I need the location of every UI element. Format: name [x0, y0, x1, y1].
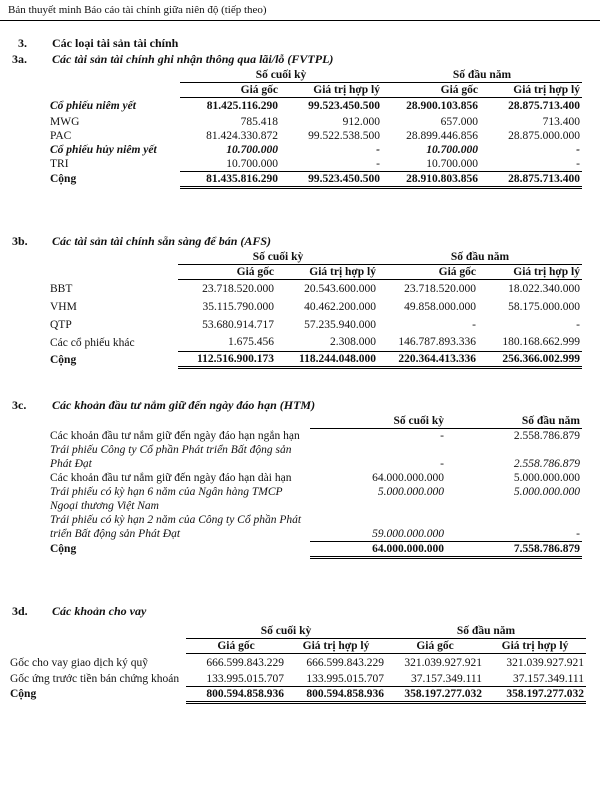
- cell: -: [440, 458, 444, 470]
- cell: 37.157.349.111: [386, 672, 484, 687]
- fvtpl-column-header-row: [48, 83, 582, 98]
- cell: -: [446, 513, 582, 541]
- row-label: MWG: [50, 115, 80, 128]
- total-row: [48, 352, 582, 368]
- col-header: Giá trị hợp lý: [480, 83, 582, 98]
- cell: 57.235.940.000: [304, 318, 376, 331]
- section-3c-number: 3c.: [12, 398, 27, 412]
- htm-table: [48, 414, 582, 559]
- row-label: Cộng: [50, 543, 77, 555]
- cell: -: [480, 157, 582, 172]
- cell: 35.115.790.000: [202, 300, 274, 313]
- cell: 37.157.349.111: [484, 672, 586, 687]
- row-label: VHM: [50, 300, 77, 313]
- cell: 28.875.000.000: [508, 129, 580, 142]
- fvtpl-group-header-row: [48, 68, 582, 83]
- row-label: Cổ phiếu niêm yết: [50, 100, 136, 112]
- col-header: Số đầu năm: [446, 414, 582, 429]
- total-row: [48, 541, 582, 557]
- col-header: Giá trị hợp lý: [276, 265, 378, 280]
- col-header: Giá trị hợp lý: [280, 83, 382, 98]
- cell: 358.197.277.032: [386, 686, 484, 702]
- row-label: Trái phiếu có kỳ hạn 6 năm của Ngân hàng TMCP Ngoại thương Việt Nam: [50, 486, 283, 512]
- cell: 81.435.816.290: [180, 171, 280, 187]
- htm-header-row: [48, 414, 582, 429]
- cell: 2.558.786.879: [513, 430, 580, 442]
- cell: 53.680.914.717: [202, 318, 274, 331]
- cell: 2.558.786.879: [513, 458, 580, 470]
- afs-table: [48, 250, 582, 369]
- table-row: [48, 471, 582, 485]
- section-3-title: Các loại tài sản tài chính: [52, 36, 179, 50]
- cell: 28.875.713.400: [480, 171, 582, 187]
- row-label: Các khoản đầu tư nắm giữ đến ngày đáo hạn ngắn hạn: [50, 429, 300, 442]
- row-label: Cộng: [10, 688, 37, 700]
- col-header: Giá trị hợp lý: [484, 639, 586, 654]
- cell: 666.599.843.229: [206, 656, 284, 669]
- cell: 18.022.340.000: [508, 282, 580, 295]
- header-rule: [0, 20, 600, 21]
- group-header-begin: Số đầu năm: [378, 250, 582, 265]
- cell: 2.308.000: [276, 334, 378, 352]
- loans-group-header-row: [8, 624, 586, 639]
- cell: 800.594.858.936: [286, 686, 386, 702]
- cell: 58.175.000.000: [508, 300, 580, 313]
- section-3-number: 3.: [18, 36, 27, 50]
- cell: 81.425.116.290: [206, 100, 278, 113]
- afs-column-header-row: [48, 265, 582, 280]
- cell: 64.000.000.000: [372, 472, 444, 484]
- table-row: [48, 485, 582, 513]
- cell: 5.000.000.000: [513, 472, 580, 484]
- cell: 28.875.713.400: [508, 100, 580, 113]
- cell: 800.594.858.936: [186, 686, 286, 702]
- cell: 666.599.843.229: [306, 656, 384, 669]
- cell: 49.858.000.000: [404, 300, 476, 313]
- cell: 133.995.015.707: [186, 672, 286, 687]
- col-header: Giá gốc: [178, 265, 276, 280]
- cell: 28.899.446.856: [406, 129, 478, 142]
- section-3b-number: 3b.: [12, 234, 28, 248]
- group-header-end: Số cuối kỳ: [186, 624, 386, 639]
- row-label: PAC: [50, 129, 72, 142]
- cell: 99.523.450.500: [280, 171, 382, 187]
- cell: 10.700.000: [426, 143, 478, 156]
- section-3a-number: 3a.: [12, 52, 27, 66]
- cell: 64.000.000.000: [310, 541, 446, 557]
- col-header: Giá gốc: [378, 265, 478, 280]
- section-3d-number: 3d.: [12, 604, 28, 618]
- cell: -: [576, 143, 580, 156]
- cell: 20.543.600.000: [304, 282, 376, 295]
- group-header-begin: Số đầu năm: [386, 624, 586, 639]
- row-label: Cổ phiếu hủy niêm yết: [50, 143, 157, 156]
- cell: 1.675.456: [178, 334, 276, 352]
- cell: 321.039.927.921: [506, 656, 584, 669]
- row-label: Cộng: [50, 353, 77, 366]
- table-row: [48, 513, 582, 541]
- afs-group-header-row: [48, 250, 582, 265]
- row-label: Cộng: [50, 173, 77, 185]
- row-label: Các khoản đầu tư nắm giữ đến ngày đáo hạn dài hạn: [50, 472, 292, 484]
- cell: 7.558.786.879: [446, 541, 582, 557]
- cell: 180.168.662.999: [478, 334, 582, 352]
- table-row: [48, 129, 582, 143]
- group-header-begin: Số đầu năm: [382, 68, 582, 83]
- cell: 220.364.413.336: [378, 352, 478, 368]
- cell: 28.900.103.856: [406, 100, 478, 113]
- cell: 912.000: [342, 115, 380, 128]
- col-header: Giá trị hợp lý: [478, 265, 582, 280]
- table-row: [48, 298, 582, 316]
- cell: -: [440, 430, 444, 442]
- table-row: [48, 316, 582, 334]
- table-row: [48, 143, 582, 157]
- cell: 713.400: [542, 115, 580, 128]
- table-row: [48, 280, 582, 298]
- table-row: [48, 98, 582, 115]
- cell: 10.700.000: [180, 157, 280, 172]
- group-header-end: Số cuối kỳ: [180, 68, 382, 83]
- cell: 28.910.803.856: [382, 171, 480, 187]
- table-row: [8, 654, 586, 672]
- cell: 785.418: [240, 115, 278, 128]
- cell: 10.700.000: [226, 143, 278, 156]
- loans-column-header-row: [8, 639, 586, 654]
- cell: 321.039.927.921: [404, 656, 482, 669]
- cell: 657.000: [440, 115, 478, 128]
- col-header: Số cuối kỳ: [310, 414, 446, 429]
- row-label: Trái phiếu Công ty Cổ phần Phát triển Bất động sản Phát Đạt: [50, 444, 292, 470]
- total-row: [48, 171, 582, 187]
- row-label: Các cổ phiếu khác: [50, 336, 135, 349]
- section-3c-title: Các khoản đầu tư nắm giữ đến ngày đáo hạn (HTM): [52, 398, 316, 412]
- section-3a-title: Các tài sản tài chính ghi nhận thông qua lãi/lỗ (FVTPL): [52, 52, 334, 66]
- cell: 10.700.000: [382, 157, 480, 172]
- row-label: Trái phiếu có kỳ hạn 2 năm của Công ty Cổ phần Phát triển Bất động sản Phát Đạt: [50, 514, 302, 540]
- cell: 112.516.900.173: [178, 352, 276, 368]
- cell: 59.000.000.000: [310, 513, 446, 541]
- cell: 99.522.538.500: [308, 129, 380, 142]
- total-row: [8, 686, 586, 702]
- row-label: Gốc cho vay giao dịch ký quỹ: [10, 656, 148, 669]
- cell: -: [280, 157, 382, 172]
- col-header: Giá trị hợp lý: [286, 639, 386, 654]
- section-3b-title: Các tài sản tài chính sẵn sàng để bán (AFS): [52, 234, 272, 248]
- cell: 23.718.520.000: [404, 282, 476, 295]
- cell: 118.244.048.000: [276, 352, 378, 368]
- cell: -: [376, 143, 380, 156]
- table-row: [48, 334, 582, 352]
- cell: 40.462.200.000: [304, 300, 376, 313]
- cell: 256.366.002.999: [478, 352, 582, 368]
- table-row: [48, 443, 582, 471]
- row-label: TRI: [50, 157, 69, 170]
- loans-table: [8, 624, 586, 704]
- cell: 23.718.520.000: [202, 282, 274, 295]
- cell: -: [576, 318, 580, 331]
- col-header: Giá gốc: [382, 83, 480, 98]
- fvtpl-table: [48, 68, 582, 189]
- page-header: Bản thuyết minh Báo cáo tài chính giữa niên độ (tiếp theo): [8, 4, 267, 16]
- col-header: Giá gốc: [386, 639, 484, 654]
- col-header: Giá gốc: [186, 639, 286, 654]
- cell: 5.000.000.000: [377, 486, 444, 498]
- row-label: BBT: [50, 282, 73, 295]
- table-row: [48, 429, 582, 444]
- row-label: QTP: [50, 318, 72, 331]
- cell: 99.523.450.500: [308, 100, 380, 113]
- col-header: Giá gốc: [180, 83, 280, 98]
- cell: 133.995.015.707: [286, 672, 386, 687]
- cell: -: [472, 318, 476, 331]
- cell: 81.424.330.872: [206, 129, 278, 142]
- section-3d-title: Các khoản cho vay: [52, 604, 147, 618]
- group-header-end: Số cuối kỳ: [178, 250, 378, 265]
- table-row: [48, 157, 582, 172]
- table-row: [8, 672, 586, 687]
- cell: 358.197.277.032: [484, 686, 586, 702]
- table-row: [48, 115, 582, 129]
- row-label: Gốc ứng trước tiền bán chứng khoán: [10, 672, 180, 685]
- cell: 5.000.000.000: [513, 486, 580, 498]
- cell: 146.787.893.336: [378, 334, 478, 352]
